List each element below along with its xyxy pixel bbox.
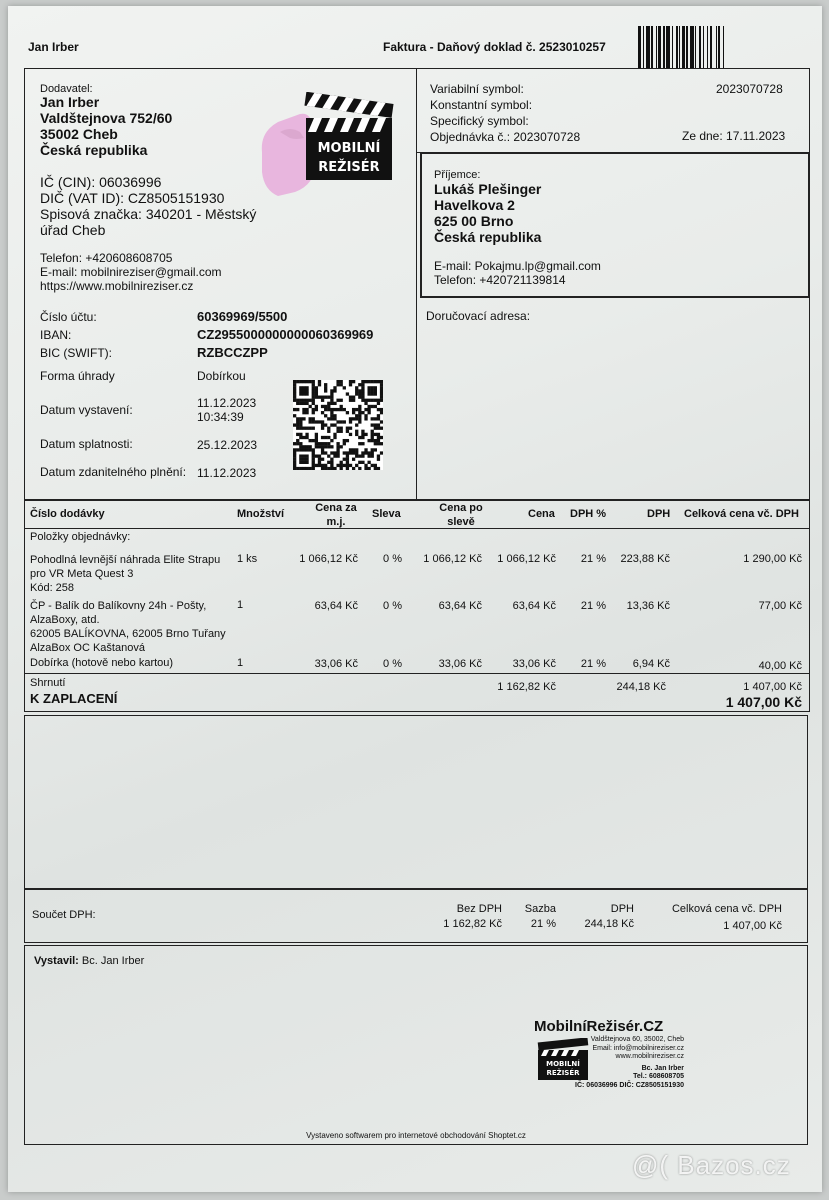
issued-label: Datum vystavení: <box>40 403 133 417</box>
watermark: @( Bazos.cz <box>632 1150 791 1180</box>
summary-line <box>24 673 810 674</box>
supplier-name: Jan Irber <box>40 94 100 110</box>
constant-label: Konstantní symbol: <box>430 98 533 112</box>
stamp-logo-text-1: MOBILNÍ <box>546 1060 580 1068</box>
row-unit-price: 33,06 Kč <box>314 658 358 670</box>
row-after-discount: 63,64 Kč <box>438 600 482 612</box>
summary-price: 1 162,82 Kč <box>497 681 556 693</box>
supplier-label: Dodavatel: <box>40 83 93 95</box>
vat-summary-h-total: Celková cena vč. DPH <box>671 903 782 915</box>
software-footer: Vystaveno softwarem pro internetové obchodování Shoptet.cz <box>306 1131 526 1140</box>
supplier-ic: IČ (CIN): 06036996 <box>40 174 162 190</box>
summary-total: 1 407,00 Kč <box>743 681 802 693</box>
summary-label: Shrnutí <box>30 677 66 689</box>
vat-summary-label: Součet DPH: <box>32 909 96 921</box>
row-total: 40,00 Kč <box>758 660 802 672</box>
stamp-web: www.mobilnireziser.cz <box>615 1053 684 1060</box>
bic-label: BIC (SWIFT): <box>40 346 112 360</box>
stamp-ids: IČ: 06036996 DIČ: CZ8505151930 <box>575 1081 684 1089</box>
supplier-email: E-mail: mobilnireziser@gmail.com <box>40 265 222 279</box>
row-price: 63,64 Kč <box>512 600 556 612</box>
row-desc-line: 62005 BALÍKOVNA, 62005 Brno Tuřany <box>30 628 226 640</box>
stamp-logo-text-2: REŽISÉR <box>546 1069 580 1077</box>
row-desc-line: Pohodlná levnější náhrada Elite Strapu <box>30 554 221 566</box>
row-total: 77,00 Kč <box>758 600 802 612</box>
order-date: Ze dne: 17.11.2023 <box>682 129 786 143</box>
top-divider <box>416 68 417 500</box>
th-vat-pct: DPH % <box>570 508 607 520</box>
vat-summary-h-rate: Sazba <box>524 903 556 915</box>
th-total: Celková cena vč. DPH <box>684 508 799 520</box>
iban-value: CZ2955000000000060369969 <box>197 327 374 342</box>
row-after-discount: 1 066,12 Kč <box>423 553 482 565</box>
issuer-label: Vystavil: <box>34 955 79 967</box>
row-desc-line: ČP - Balík do Balíkovny 24h - Pošty, <box>30 600 207 612</box>
notes-box <box>24 715 808 889</box>
row-discount: 0 % <box>383 600 402 612</box>
row-desc-line: Kód: 258 <box>30 582 75 594</box>
row-desc-line: Dobírka (hotově nebo kartou) <box>30 657 174 669</box>
specific-label: Specifický symbol: <box>430 114 529 128</box>
account-label: Číslo účtu: <box>40 310 97 324</box>
due-label: Datum splatnosti: <box>40 437 133 451</box>
row-vat-pct: 21 % <box>580 658 606 670</box>
recipient-label: Příjemce: <box>434 169 481 181</box>
th-unit-price-1: Cena za <box>315 502 357 514</box>
brand-logo <box>260 92 395 202</box>
row-vat-pct: 21 % <box>580 600 606 612</box>
stamp-tel: Tel.: 608608705 <box>633 1073 684 1080</box>
method-value: Dobírkou <box>197 369 246 383</box>
vat-summary-h-vat: DPH <box>610 903 634 915</box>
th-after-discount-2: slevě <box>447 516 475 528</box>
taxable-label: Datum zdanitelného plnění: <box>40 465 187 479</box>
vat-summary-box <box>24 889 808 943</box>
issuer <box>34 955 144 967</box>
th-after-discount-1: Cena po <box>439 502 483 514</box>
table-row <box>30 553 230 595</box>
table-row <box>30 599 235 655</box>
stamp-address: Valdštejnova 60, 35002, Cheb <box>590 1036 684 1043</box>
stamp-brand: MobilníRežisér.CZ <box>534 1018 664 1035</box>
qr-code <box>293 380 383 470</box>
logo-text-1: MOBILNÍ <box>317 141 381 156</box>
row-price: 33,06 Kč <box>512 658 556 670</box>
th-delivery-no: Číslo dodávky <box>30 508 105 520</box>
order-label: Objednávka č.: 2023070728 <box>430 130 581 144</box>
company-stamp <box>530 1018 690 1090</box>
logo-text-2: REŽISÉR <box>318 160 380 175</box>
th-discount: Sleva <box>372 508 401 520</box>
vat-summary-base: 1 162,82 Kč <box>443 918 502 930</box>
recipient-name: Lukáš Plešinger <box>434 181 542 197</box>
barcode <box>638 26 810 68</box>
supplier-city: 35002 Cheb <box>40 126 118 142</box>
issuer-name: Bc. Jan Irber <box>81 955 145 967</box>
row-price: 1 066,12 Kč <box>497 553 556 565</box>
row-vat: 13,36 Kč <box>626 600 670 612</box>
row-qty: 1 ks <box>237 553 258 565</box>
delivery-label: Doručovací adresa: <box>426 309 531 323</box>
variable-label: Variabilní symbol: <box>430 82 524 96</box>
method-label: Forma úhrady <box>40 369 115 383</box>
supplier-register-2: úřad Cheb <box>40 222 106 238</box>
items-section-label: Položky objednávky: <box>30 531 131 543</box>
recipient-city: 625 00 Brno <box>434 213 514 229</box>
issued-date: 11.12.2023 <box>197 396 257 410</box>
row-vat: 6,94 Kč <box>632 658 670 670</box>
account-value: 60369969/5500 <box>197 309 288 324</box>
supplier-web: https://www.mobilnireziser.cz <box>40 279 194 293</box>
table-row <box>30 656 235 670</box>
items-header-line <box>24 528 810 529</box>
th-price: Cena <box>528 508 555 520</box>
issued-time: 10:34:39 <box>197 410 244 424</box>
taxable-value: 11.12.2023 <box>197 466 257 480</box>
row-qty: 1 <box>237 657 244 669</box>
row-discount: 0 % <box>383 658 402 670</box>
due-value: 25.12.2023 <box>197 438 258 452</box>
recipient-email: E-mail: Pokajmu.lp@gmail.com <box>434 259 601 273</box>
row-unit-price: 63,64 Kč <box>314 600 358 612</box>
vat-summary-total: 1 407,00 Kč <box>723 920 782 932</box>
row-desc-line: AlzaBoxy, atd. <box>30 614 100 626</box>
row-vat: 223,88 Kč <box>620 553 670 565</box>
stamp-email: Email: info@mobilnireziser.cz <box>592 1044 684 1052</box>
iban-label: IBAN: <box>40 328 72 342</box>
variable-value: 2023070728 <box>716 82 783 96</box>
vat-summary-rate: 21 % <box>530 918 556 930</box>
th-vat: DPH <box>647 508 671 520</box>
row-discount: 0 % <box>383 553 402 565</box>
to-pay-label: K ZAPLACENÍ <box>30 691 118 706</box>
vat-summary-vat: 244,18 Kč <box>584 918 634 930</box>
row-qty: 1 <box>237 599 244 611</box>
row-unit-price: 1 066,12 Kč <box>299 553 358 565</box>
row-vat-pct: 21 % <box>580 553 606 565</box>
bic-value: RZBCCZPP <box>197 345 268 360</box>
supplier-street: Valdštejnova 752/60 <box>40 110 173 126</box>
stamp-person: Bc. Jan Irber <box>641 1064 684 1072</box>
th-quantity: Množství <box>237 508 285 520</box>
row-desc-line: AlzaBox OC Kaštanová <box>30 642 145 654</box>
header-seller: Jan Irber <box>28 40 79 54</box>
summary-vat: 244,18 Kč <box>616 681 666 693</box>
supplier-register-1: Spisová značka: 340201 - Městský <box>40 206 257 222</box>
issuer-box <box>24 945 808 1145</box>
recipient-country: Česká republika <box>434 229 542 245</box>
to-pay-total: 1 407,00 Kč <box>725 694 802 710</box>
supplier-phone: Telefon: +420608608705 <box>40 251 173 265</box>
recipient-phone: Telefon: +420721139814 <box>434 273 566 287</box>
row-total: 1 290,00 Kč <box>743 553 802 565</box>
th-unit-price-2: m.j. <box>326 516 346 528</box>
vat-summary-h-base: Bez DPH <box>456 903 502 915</box>
row-after-discount: 33,06 Kč <box>438 658 482 670</box>
row-desc-line: pro VR Meta Quest 3 <box>30 568 134 580</box>
stamp-details <box>570 1036 684 1090</box>
invoice-title: Faktura - Daňový doklad č. 2523010257 <box>383 40 606 54</box>
supplier-dic: DIČ (VAT ID): CZ8505151930 <box>40 190 225 206</box>
recipient-street: Havelkova 2 <box>434 197 515 213</box>
supplier-country: Česká republika <box>40 142 148 158</box>
